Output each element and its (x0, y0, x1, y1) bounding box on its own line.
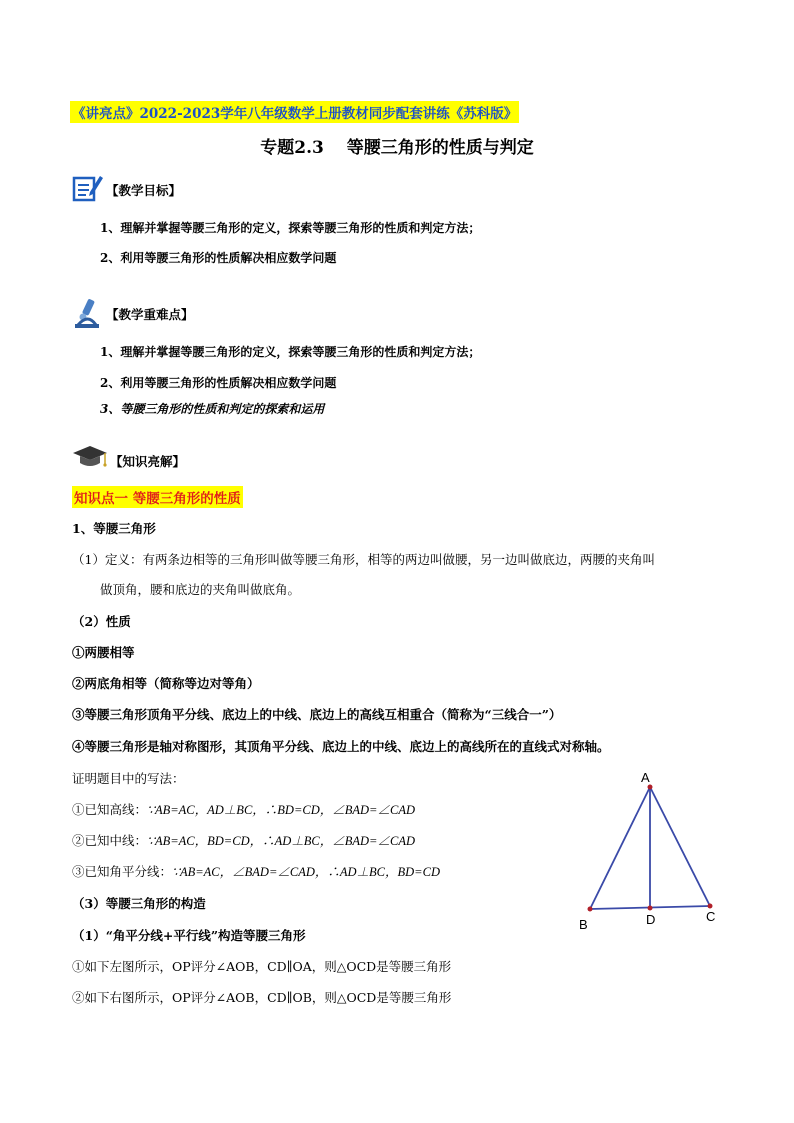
proof-line-2 (72, 831, 415, 849)
label-d: D (646, 912, 656, 927)
proof-line-3 (72, 862, 440, 880)
side-ac (650, 787, 710, 906)
point-c (708, 904, 713, 909)
knowledge-heading: 【知识亮解】 (110, 454, 186, 469)
microscope-icon (72, 297, 104, 333)
construct-subheading: （1）“角平分线+平行线”构造等腰三角形 (72, 928, 306, 943)
key-points-heading: 【教学重难点】 (106, 307, 194, 322)
proof-2-prefix: ②已知中线： (72, 833, 148, 848)
objective-item-2: 2、利用等腰三角形的性质解决相应数学问题 (100, 251, 337, 265)
proof-line-1 (72, 800, 415, 818)
construct-line-1: ①如下左图所示，OP评分∠AOB，CD∥OA，则△OCD是等腰三角形 (72, 959, 452, 974)
proof-1-math: ∵AB=AC，AD⊥BC，∴BD=CD，∠BAD=∠CAD (147, 803, 415, 817)
proof-2-math: ∵AB=AC，BD=CD，∴AD⊥BC，∠BAD=∠CAD (147, 834, 415, 848)
label-b: B (579, 917, 588, 932)
key-point-item-2: 2、利用等腰三角形的性质解决相应数学问题 (100, 376, 337, 390)
property-1: ①两腰相等 (72, 645, 135, 660)
objectives-heading: 【教学目标】 (106, 183, 182, 198)
document-banner: 《讲亮点》2022-2023学年八年级数学上册教材同步配套讲练《苏科版》 (70, 101, 519, 123)
label-a: A (641, 770, 650, 785)
property-2: ②两底角相等（简称等边对等角） (72, 676, 260, 691)
proof-heading: 证明题目中的写法： (72, 771, 185, 786)
subsection-isosceles: 1、等腰三角形 (72, 521, 156, 536)
point-a (648, 785, 653, 790)
construct-line-2: ②如下右图所示，OP评分∠AOB，CD∥OB，则△OCD是等腰三角形 (72, 990, 452, 1005)
knowledge-point-title: 知识点一 等腰三角形的性质 (72, 486, 243, 508)
point-d (648, 906, 653, 911)
key-point-item-3: 3、等腰三角形的性质和判定的探索和运用 (100, 402, 325, 416)
definition-line-2: 做顶角，腰和底边的夹角叫做底角。 (100, 582, 301, 597)
isosceles-triangle-figure (570, 762, 730, 937)
notepad-pencil-icon (72, 172, 104, 206)
definition-line-1: （1）定义：有两条边相等的三角形叫做等腰三角形，相等的两边叫做腰，另一边叫做底边，两腰的夹角叫 (72, 552, 655, 567)
label-c: C (706, 909, 716, 924)
proof-1-prefix: ①已知高线： (72, 802, 148, 817)
proof-3-prefix: ③已知角平分线： (72, 864, 173, 879)
property-4: ④等腰三角形是轴对称图形，其顶角平分线、底边上的中线、底边上的高线所在的直线式对称轴。 (72, 739, 610, 754)
objective-item-1: 1、理解并掌握等腰三角形的定义，探索等腰三角形的性质和判定方法； (100, 221, 481, 235)
key-point-item-1: 1、理解并掌握等腰三角形的定义，探索等腰三角形的性质和判定方法； (100, 345, 481, 359)
proof-3-math: ∵AB=AC，∠BAD=∠CAD，∴AD⊥BC，BD=CD (172, 865, 440, 879)
point-b (588, 907, 593, 912)
graduation-cap-icon (72, 444, 108, 474)
property-3: ③等腰三角形顶角平分线、底边上的中线、底边上的高线互相重合（简称为“三线合一”） (72, 707, 562, 722)
properties-heading: （2）性质 (72, 614, 131, 629)
construct-heading: （3）等腰三角形的构造 (72, 896, 206, 911)
side-ab (590, 787, 650, 909)
page-title: 专题2.3 等腰三角形的性质与判定 (260, 138, 534, 158)
